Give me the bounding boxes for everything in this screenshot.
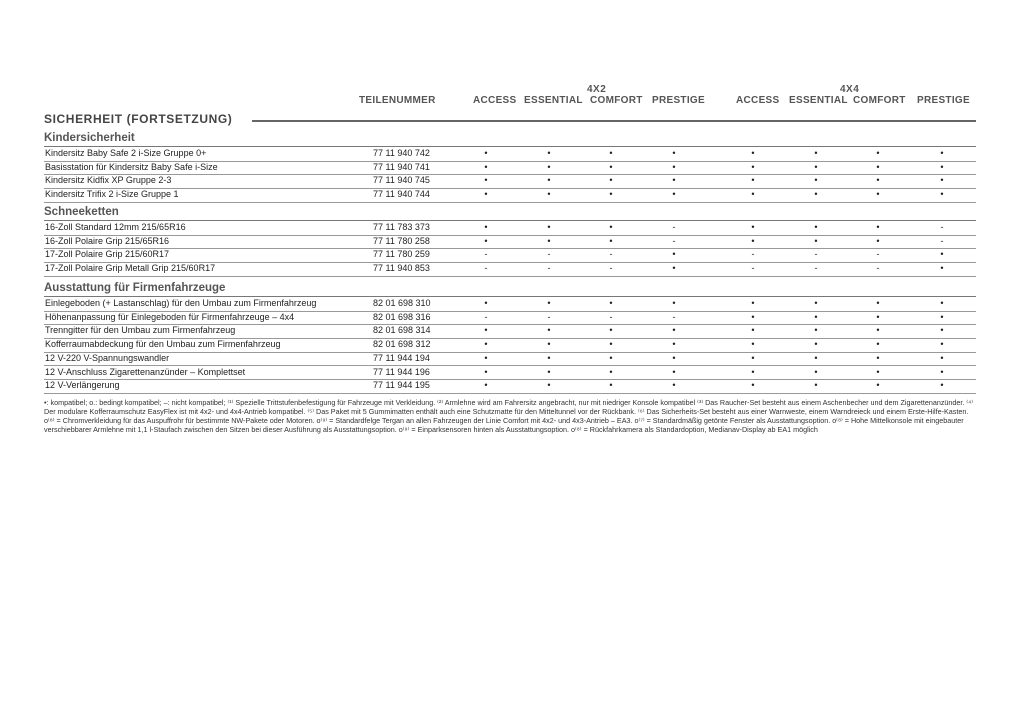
compatibility-mark: • [814,235,818,246]
table-row [44,366,976,381]
compatibility-mark: - [751,263,755,274]
table-row [44,379,976,394]
compatibility-mark: • [609,380,613,391]
section-title-rule [252,120,976,122]
compatibility-mark: • [814,380,818,391]
compatibility-mark: • [876,148,880,158]
compatibility-mark: • [940,161,944,172]
compatibility-mark: • [484,325,488,336]
compatibility-mark: • [940,263,944,274]
compatibility-mark: • [609,352,613,363]
row-label: 16-Zoll Standard 12mm 215/65R16 [45,222,186,232]
compatibility-mark: • [814,311,818,322]
compatibility-mark: • [672,175,676,186]
compatibility-mark: - [876,249,880,260]
compatibility-mark: • [672,380,676,391]
compatibility-mark: • [672,339,676,350]
compatibility-mark: • [484,235,488,246]
compatibility-mark: • [609,189,613,200]
table-row [44,221,976,236]
compatibility-mark: • [484,161,488,172]
compatibility-mark: • [484,175,488,186]
compatibility-mark: • [814,175,818,186]
compatibility-mark: • [940,249,944,260]
col-head-4x2-essential: ESSENTIAL [524,95,583,106]
compatibility-mark: • [876,189,880,200]
compatibility-mark: • [751,189,755,200]
compatibility-mark: • [547,380,551,391]
compatibility-mark: • [876,298,880,308]
compatibility-mark: • [484,366,488,377]
row-part-number: 77 11 940 853 [373,263,430,274]
table-row [44,311,976,326]
compatibility-mark: • [814,339,818,350]
compatibility-mark: - [547,263,551,274]
category-title: Schneeketten [44,206,119,218]
row-label: Kindersitz Kidfix XP Gruppe 2-3 [45,175,172,186]
table-row [44,188,976,203]
compatibility-mark: • [547,339,551,350]
row-part-number: 77 11 780 259 [373,249,430,260]
compatibility-mark: • [609,161,613,172]
row-part-number: 77 11 944 194 [373,352,430,363]
compatibility-mark: • [751,339,755,350]
compatibility-mark: - [547,249,551,260]
col-head-4x2-access: ACCESS [473,95,517,106]
row-label: Basisstation für Kindersitz Baby Safe i-Size [45,161,218,172]
compatibility-mark: • [751,380,755,391]
compatibility-mark: • [814,161,818,172]
compatibility-mark: • [547,148,551,158]
compatibility-mark: • [940,148,944,158]
compatibility-mark: • [751,235,755,246]
compatibility-mark: • [751,148,755,158]
compatibility-mark: • [814,222,818,232]
table-row [44,161,976,176]
group-label-4x2: 4X2 [587,84,607,95]
table-row [44,338,976,353]
compatibility-mark: • [814,148,818,158]
table-row [44,352,976,367]
row-label: Einlegeboden (+ Lastanschlag) für den Umbau zum Firmenfahrzeug [45,298,317,308]
compatibility-mark: • [547,298,551,308]
compatibility-mark: • [609,222,613,232]
compatibility-mark: • [547,325,551,336]
row-part-number: 82 01 698 314 [373,325,431,336]
compatibility-mark: • [814,298,818,308]
row-part-number: 77 11 944 196 [373,366,430,377]
compatibility-mark: • [940,339,944,350]
compatibility-mark: • [814,366,818,377]
compatibility-mark: • [609,339,613,350]
compatibility-mark: • [940,325,944,336]
compatibility-mark: • [609,148,613,158]
compatibility-mark: • [876,366,880,377]
row-label: 12 V-220 V-Spannungswandler [45,352,170,363]
compatibility-mark: • [751,352,755,363]
compatibility-mark: - [609,249,613,260]
footnote: •: kompatibel; o.: bedingt kompatibel; –: nicht kompatibel; ⁽¹⁾ Spezielle Trittstufenbefestigung für Fahrzeuge mit Verkleidung. ⁽²⁾ Armlehne wird am Fahrersitz angebracht, nur mit niedriger Konsole kompatibel ⁽³⁾ Das Raucher-Set besteht aus einem Aschenbecher und dem Zigarettenanzünder. ⁽⁴⁾ Der modulare Kofferraumschutz EasyFlex ist mit 4x2- und 4x4-Antrieb kompatibel. ⁽⁵⁾ Das Paket mit 5 Gummimatten enthält auch eine Schutzmatte für den Mitteltunnel vor der Rückbank. ⁽⁶⁾ Das Sicherheits-Set besteht aus einer Warnweste, einem Warndreieck und einem Erste-Hilfe-Kasten. o⁽⁸⁾ = Chromverkleidung für das Auspuffrohr für bestimmte NW-Pakete oder Motoren. o⁽⁹⁾ = Standardfelge Tergan an allen Fahrzeugen der Linie Comfort mit 4x2- und 4x3-Antrieb – EA3. o⁽⁷⁾ = Standardmäßig getönte Fenster als Ausstattungsoption. o⁽⁸⁾ = Hohe Mittelkonsole mit eingebauter verschiebbarer Armlehne mit 1,1 l-Staufach zwischen den Sitzen bei dieser Ausführung als Ausstattungsoption. o⁽⁹⁾ = Einparksensoren hinten als Ausstattungsoption. o⁽⁸⁾ = Rückfahrkamera als Standardoption, Medianav-Display ab EA1 möglich [44,398,974,435]
compatibility-mark: • [876,352,880,363]
compatibility-mark: • [940,311,944,322]
compatibility-mark: • [876,325,880,336]
row-label: 12 V-Anschluss Zigarettenanzünder – Komplettset [45,366,246,377]
compatibility-mark: • [876,161,880,172]
compatibility-mark: • [751,325,755,336]
compatibility-mark: • [814,325,818,336]
compatibility-mark: - [672,222,676,232]
compatibility-mark: • [814,352,818,363]
compatibility-mark: - [672,311,676,322]
row-label: 17-Zoll Polaire Grip 215/60R17 [45,249,170,260]
compatibility-mark: • [672,366,676,377]
table-row [44,235,976,250]
compatibility-mark: • [609,325,613,336]
category-title: Kindersicherheit [44,132,135,144]
compatibility-mark: • [672,249,676,260]
compatibility-mark: - [484,249,488,260]
col-head-4x2-prestige: PRESTIGE [652,95,705,106]
row-label: Trenngitter für den Umbau zum Firmenfahrzeug [45,325,236,336]
row-part-number: 82 01 698 312 [373,339,431,350]
compatibility-mark: • [547,235,551,246]
compatibility-mark: - [484,263,488,274]
compatibility-mark: • [751,175,755,186]
compatibility-mark: • [484,380,488,391]
compatibility-mark: - [876,263,880,274]
row-part-number: 77 11 940 744 [373,189,430,200]
table-row [44,174,976,189]
compatibility-mark: • [940,189,944,200]
compatibility-mark: • [672,352,676,363]
table-row [44,147,976,162]
compatibility-mark: • [484,222,488,232]
compatibility-mark: • [876,222,880,232]
compatibility-mark: • [751,222,755,232]
compatibility-mark: • [876,339,880,350]
compatibility-mark: • [940,298,944,308]
compatibility-mark: - [940,222,944,232]
row-part-number: 77 11 940 741 [373,161,430,172]
row-part-number: 77 11 940 745 [373,175,430,186]
compatibility-mark: - [814,263,818,274]
table-row [44,324,976,339]
group-label-4x4: 4X4 [840,84,860,95]
compatibility-mark: - [609,311,613,322]
compatibility-mark: • [751,298,755,308]
compatibility-mark: - [940,235,944,246]
table-row [44,248,976,263]
col-head-part-number: TEILENUMMER [359,95,436,106]
compatibility-mark: • [751,161,755,172]
section-title: SICHERHEIT (FORTSETZUNG) [44,112,233,126]
compatibility-mark: • [672,189,676,200]
compatibility-mark: • [547,175,551,186]
compatibility-mark: - [751,249,755,260]
compatibility-mark: • [547,222,551,232]
compatibility-mark: • [940,175,944,186]
compatibility-mark: • [672,298,676,308]
compatibility-mark: - [547,311,551,322]
compatibility-mark: • [751,311,755,322]
row-part-number: 77 11 780 258 [373,235,430,246]
compatibility-mark: - [609,263,613,274]
compatibility-mark: • [609,298,613,308]
col-head-4x2-comfort: COMFORT [590,95,643,106]
row-label: 12 V-Verlängerung [45,380,120,391]
compatibility-mark: • [547,366,551,377]
col-head-4x4-comfort: COMFORT [853,95,906,106]
row-label: Höhenanpassung für Einlegeboden für Firmenfahrzeuge – 4x4 [45,311,295,322]
compatibility-mark: • [547,189,551,200]
compatibility-mark: • [940,366,944,377]
row-part-number: 77 11 940 742 [373,148,430,158]
compatibility-mark: • [751,366,755,377]
compatibility-mark: • [484,148,488,158]
row-part-number: 82 01 698 316 [373,311,431,322]
compatibility-mark: • [876,380,880,391]
row-part-number: 77 11 783 373 [373,222,430,232]
col-head-4x4-essential: ESSENTIAL [789,95,848,106]
compatibility-mark: • [876,175,880,186]
compatibility-mark: • [609,175,613,186]
compatibility-mark: • [876,235,880,246]
row-label: 17-Zoll Polaire Grip Metall Grip 215/60R17 [45,263,216,274]
compatibility-mark: • [940,352,944,363]
compatibility-mark: • [672,263,676,274]
row-label: Kindersitz Trifix 2 i-Size Gruppe 1 [45,189,179,200]
row-part-number: 77 11 944 195 [373,380,430,391]
compatibility-mark: • [484,189,488,200]
row-label: Kindersitz Baby Safe 2 i-Size Gruppe 0+ [45,148,207,158]
table-row [44,297,976,312]
compatibility-mark: - [484,311,488,322]
compatibility-mark: • [814,189,818,200]
compatibility-mark: • [609,235,613,246]
compatibility-mark: • [672,148,676,158]
row-label: 16-Zoll Polaire Grip 215/65R16 [45,235,170,246]
table-row [44,262,976,277]
compatibility-mark: - [672,235,676,246]
compatibility-mark: • [940,380,944,391]
compatibility-mark: • [484,339,488,350]
category-title: Ausstattung für Firmenfahrzeuge [44,282,226,294]
compatibility-mark: - [814,249,818,260]
compatibility-mark: • [876,311,880,322]
compatibility-mark: • [672,161,676,172]
compatibility-mark: • [672,325,676,336]
compatibility-mark: • [484,298,488,308]
compatibility-mark: • [547,161,551,172]
col-head-4x4-access: ACCESS [736,95,780,106]
row-label: Kofferraumabdeckung für den Umbau zum Firmenfahrzeug [45,339,281,350]
row-part-number: 82 01 698 310 [373,298,431,308]
compatibility-mark: • [484,352,488,363]
compatibility-mark: • [609,366,613,377]
col-head-4x4-prestige: PRESTIGE [917,95,970,106]
compatibility-mark: • [547,352,551,363]
